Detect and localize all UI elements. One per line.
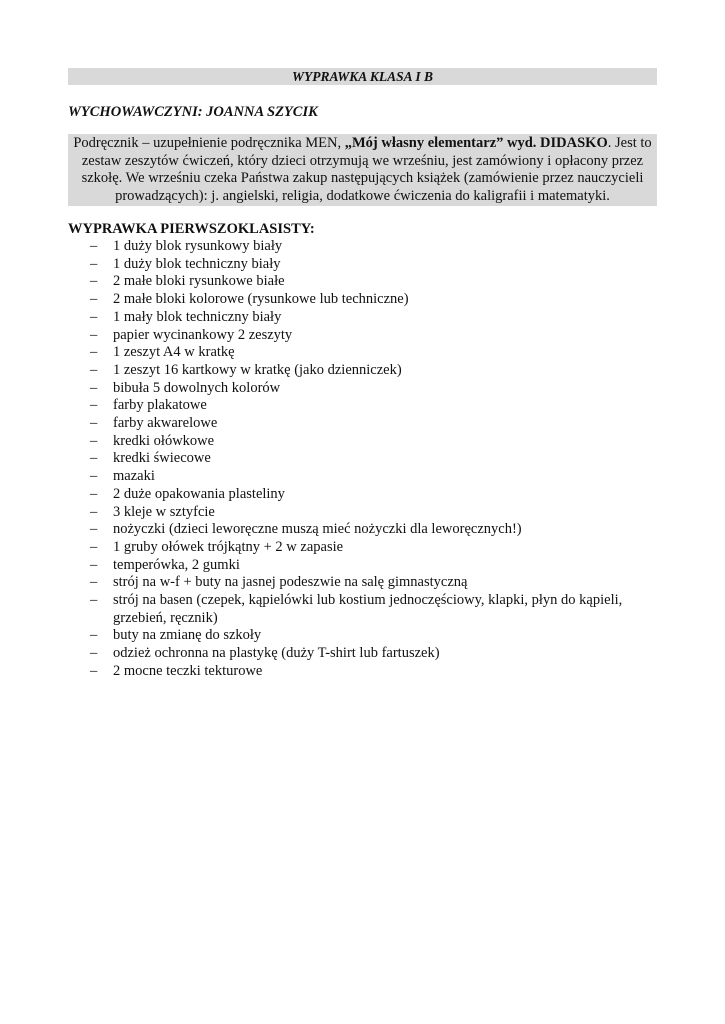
bullet-dash: –: [90, 450, 98, 467]
bullet-dash: –: [90, 432, 98, 449]
bullet-dash: –: [90, 521, 98, 538]
document-title: WYPRAWKA KLASA I B: [68, 68, 657, 85]
bullet-dash: –: [90, 291, 98, 308]
list-item: [68, 450, 657, 468]
bullet-dash: –: [90, 308, 98, 325]
bullet-dash: –: [90, 662, 98, 679]
bullet-dash: –: [90, 379, 98, 396]
list-item-text: farby akwarelowe: [113, 415, 218, 432]
list-item-text: nożyczki (dzieci leworęczne muszą mieć nożyczki dla leworęcznych!): [113, 521, 522, 538]
list-item: [68, 539, 657, 557]
list-item-text: papier wycinankowy 2 zeszyty: [113, 326, 293, 343]
list-title: WYPRAWKA PIERWSZOKLASISTY:: [68, 221, 315, 237]
bullet-dash: –: [90, 326, 98, 343]
document-page: [68, 68, 657, 681]
list-item: [68, 433, 657, 451]
list-item: [68, 415, 657, 433]
bullet-dash: –: [90, 503, 98, 520]
list-item-text: 1 duży blok techniczny biały: [113, 255, 281, 272]
list-item-text: 3 kleje w sztyfcie: [113, 503, 215, 520]
list-item-text: 1 zeszyt 16 kartkowy w kratkę (jako dzienniczek): [113, 361, 402, 378]
bullet-dash: –: [90, 485, 98, 502]
list-item: [68, 663, 657, 681]
list-item: [68, 256, 657, 274]
list-item: [68, 238, 657, 256]
info-text-part1: Podręcznik – uzupełnienie podręcznika MEN,: [73, 135, 345, 151]
list-item-text: 2 małe bloki kolorowe (rysunkowe lub techniczne): [113, 291, 409, 308]
list-item: [68, 291, 657, 309]
list-item: [68, 309, 657, 327]
list-item: [68, 344, 657, 362]
list-item-text: farby plakatowe: [113, 397, 207, 414]
list-item: [68, 592, 657, 627]
list-item: [68, 327, 657, 345]
list-item-text: 1 gruby ołówek trójkątny + 2 w zapasie: [113, 538, 344, 555]
bullet-dash: –: [90, 238, 98, 254]
bullet-dash: –: [90, 344, 98, 361]
list-item: [68, 504, 657, 522]
list-item-text: 1 duży blok rysunkowy biały: [113, 238, 283, 254]
list-item: [68, 574, 657, 592]
bullet-dash: –: [90, 468, 98, 485]
list-item-text: 2 małe bloki rysunkowe białe: [113, 273, 285, 290]
list-item-text: temperówka, 2 gumki: [113, 556, 240, 573]
bullet-dash: –: [90, 556, 98, 573]
info-text-bold: „Mój własny elementarz” wyd. DIDASKO: [344, 135, 608, 151]
bullet-dash: –: [90, 574, 98, 591]
list-item-text: kredki ołówkowe: [113, 432, 215, 449]
list-item-text: bibuła 5 dowolnych kolorów: [113, 379, 281, 396]
bullet-dash: –: [90, 397, 98, 414]
bullet-dash: –: [90, 361, 98, 378]
info-paragraph: [68, 134, 657, 206]
bullet-dash: –: [90, 592, 98, 609]
teacher-line: WYCHOWAWCZYNI: JOANNA SZYCIK: [68, 104, 318, 120]
bullet-dash: –: [90, 538, 98, 555]
list-item: [68, 486, 657, 504]
bullet-dash: –: [90, 273, 98, 290]
list-item-text: 1 zeszyt A4 w kratkę: [113, 344, 235, 361]
bullet-dash: –: [90, 415, 98, 432]
bullet-dash: –: [90, 255, 98, 272]
list-item-text: mazaki: [113, 468, 155, 485]
list-item: [68, 362, 657, 380]
list-item-text: strój na basen (czepek, kąpielówki lub kostium jednoczęściowy, klapki, płyn do kąpieli, grzebień, ręcznik): [113, 592, 623, 626]
list-item-text: 2 duże opakowania plasteliny: [113, 485, 285, 502]
list-item-text: 2 mocne teczki tekturowe: [113, 662, 263, 679]
list-item: [68, 273, 657, 291]
list-item-text: kredki świecowe: [113, 450, 211, 467]
list-item: [68, 521, 657, 539]
list-item: [68, 557, 657, 575]
info-text-part2: . Jest to zestaw zeszytów ćwiczeń, który dzieci otrzymują we wrześniu, jest zamówiony i opłacony przez szkołę. We wrześniu czeka Państwa zakup następujących książek (zamówienie przez nauczycieli prowadzących): j. angielski, religia, dodatkowe ćwiczenia do kaligrafii i matematyki.: [81, 135, 652, 204]
list-item: [68, 397, 657, 415]
supply-list: [68, 238, 657, 681]
bullet-dash: –: [90, 645, 98, 662]
list-item-text: odzież ochronna na plastykę (duży T-shirt lub fartuszek): [113, 645, 440, 662]
list-item: [68, 380, 657, 398]
list-item: [68, 627, 657, 645]
list-item-text: 1 mały blok techniczny biały: [113, 308, 282, 325]
list-item: [68, 468, 657, 486]
bullet-dash: –: [90, 627, 98, 644]
list-item-text: strój na w-f + buty na jasnej podeszwie na salę gimnastyczną: [113, 574, 468, 591]
list-item: [68, 645, 657, 663]
list-item-text: buty na zmianę do szkoły: [113, 627, 262, 644]
